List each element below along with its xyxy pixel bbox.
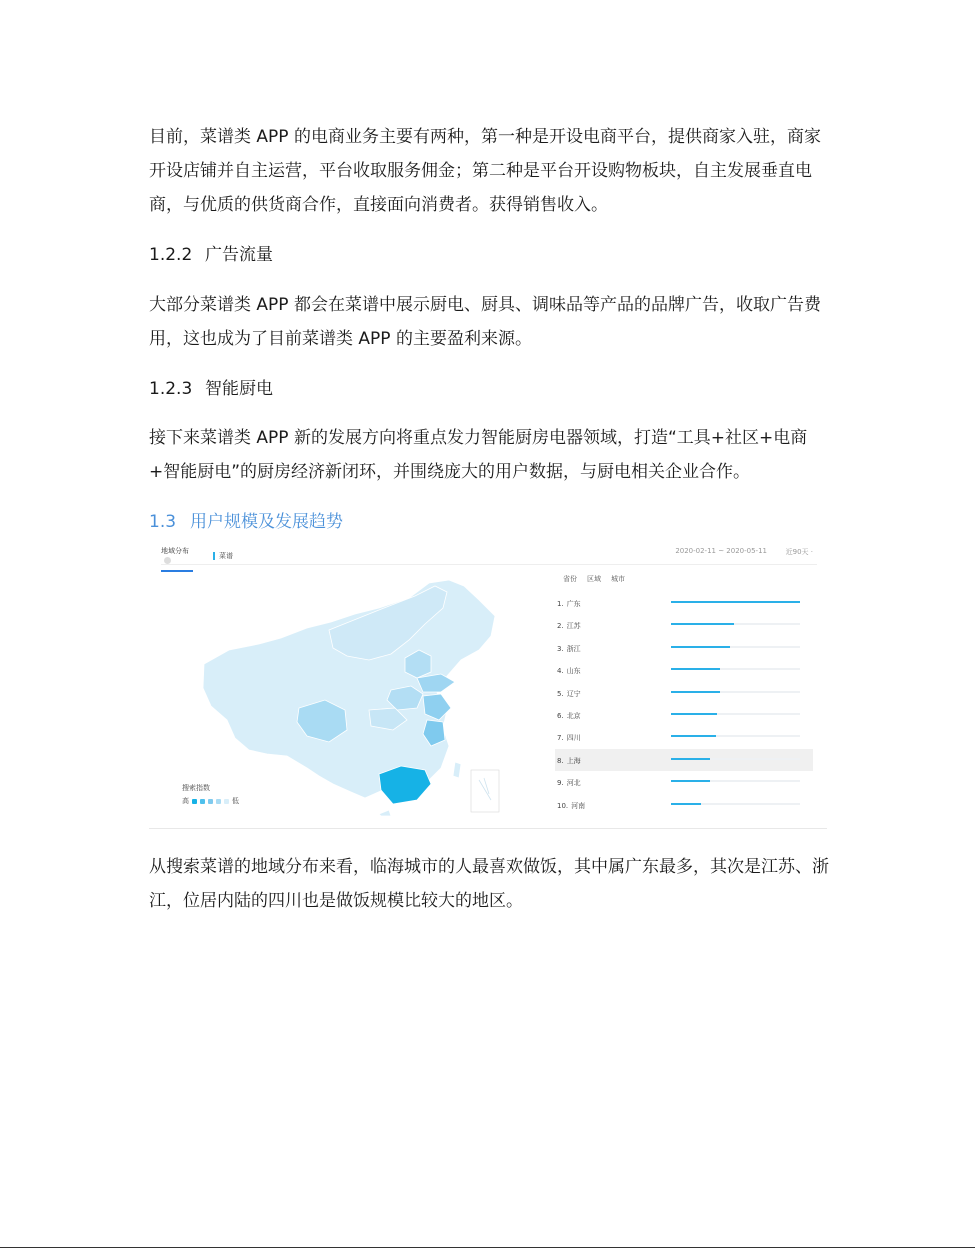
paragraph-advertising: 大部分菜谱类 APP 都会在菜谱中展示厨电、厨具、调味品等产品的品牌广告，收取广告费用，这也成为了目前菜谱类 APP 的主要盈利来源。	[149, 295, 821, 349]
rank-label	[557, 801, 585, 811]
rank-bar	[671, 691, 720, 693]
figure-divider	[161, 564, 817, 565]
figure-tabs	[161, 546, 233, 572]
rank-province: 山东	[566, 667, 581, 676]
rank-label	[557, 756, 581, 766]
help-icon[interactable]	[164, 557, 171, 564]
province-ranking	[555, 592, 813, 816]
legend-scale	[182, 796, 239, 806]
rank-bar-track	[671, 601, 800, 603]
rank-number: 8.	[557, 756, 564, 765]
rank-bar-track	[671, 668, 800, 670]
legend-swatch	[224, 799, 229, 804]
heading-number: 1.2.3	[149, 379, 193, 399]
rank-label	[557, 733, 581, 743]
rank-bar-track	[671, 735, 800, 737]
rank-bar	[671, 623, 734, 625]
paragraph-region-summary: 从搜索菜谱的地域分布来看，临海城市的人最喜欢做饭，其中属广东最多，其次是江苏、浙江，位居内陆的四川也是做饭规模比较大的地区。	[149, 857, 829, 911]
rank-row[interactable]	[555, 794, 813, 816]
rank-row[interactable]	[555, 704, 813, 726]
heading-number: 1.3	[149, 512, 177, 532]
level-tabs	[563, 574, 625, 584]
china-map	[179, 578, 509, 816]
series-swatch	[213, 552, 215, 560]
rank-label	[557, 666, 581, 676]
rank-province: 河北	[566, 779, 581, 788]
rank-number: 4.	[557, 667, 564, 676]
region-distribution-figure	[149, 540, 827, 829]
rank-row[interactable]	[555, 682, 813, 704]
tab-province[interactable]: 省份	[563, 575, 577, 583]
heading-number: 1.2.2	[149, 245, 193, 265]
legend-title: 搜索指数	[182, 784, 210, 792]
rank-label	[557, 599, 581, 609]
rank-bar-track	[671, 623, 800, 625]
rank-row[interactable]	[555, 659, 813, 681]
rank-bar	[671, 758, 710, 760]
rank-province: 上海	[566, 756, 581, 765]
heading-smart-kitchen	[149, 377, 273, 401]
heading-title: 用户规模及发展趋势	[190, 512, 343, 532]
rank-number: 10.	[557, 801, 569, 810]
rank-province: 四川	[566, 734, 581, 743]
legend-swatch	[216, 799, 221, 804]
date-range: 2020-02-11 ~ 2020-05-11	[675, 547, 767, 555]
legend-high-label: 高	[182, 797, 189, 805]
rank-bar-track	[671, 646, 800, 648]
rank-number: 9.	[557, 779, 564, 788]
legend-swatch	[192, 799, 197, 804]
rank-number: 1.	[557, 600, 564, 608]
map-shandong	[417, 674, 455, 692]
paragraph-smart-appliances: 接下来菜谱类 APP 新的发展方向将重点发力智能厨房电器领域，打造“工具+社区+电商+智能厨电”的厨房经济新闭环，并围绕庞大的用户数据，与厨电相关企业合作。	[149, 428, 808, 482]
section-heading-user-scale	[149, 510, 343, 534]
rank-province: 北京	[566, 711, 581, 720]
map-taiwan	[453, 762, 461, 778]
tab-label: 地域分布	[161, 547, 189, 555]
rank-province: 广东	[566, 600, 581, 608]
rank-bar	[671, 601, 800, 603]
rank-row[interactable]	[555, 771, 813, 793]
rank-bar	[671, 780, 710, 782]
rank-bar	[671, 646, 730, 648]
legend-low-label: 低	[232, 797, 239, 805]
map-hainan	[379, 810, 391, 816]
rank-bar-track	[671, 758, 800, 760]
rank-bar	[671, 735, 716, 737]
tab-city[interactable]: 城市	[611, 575, 625, 583]
rank-row[interactable]	[555, 726, 813, 748]
rank-label	[557, 621, 581, 631]
heading-title: 智能厨电	[205, 379, 273, 399]
rank-number: 3.	[557, 644, 564, 653]
rank-bar-track	[671, 691, 800, 693]
legend-swatch	[208, 799, 213, 804]
rank-row[interactable]	[555, 592, 813, 614]
period-select[interactable]: 近90天 ·	[785, 548, 813, 556]
series-label: 菜谱	[219, 552, 233, 560]
rank-label	[557, 644, 581, 654]
rank-bar	[671, 668, 720, 670]
page-bottom-rule	[0, 1247, 975, 1248]
tab-region-distribution[interactable]	[161, 546, 193, 572]
map-china-mainland	[203, 580, 495, 798]
heading-ad-traffic	[149, 243, 273, 267]
heading-title: 广告流量	[205, 245, 273, 265]
rank-bar-track	[671, 803, 800, 805]
rank-number: 2.	[557, 622, 564, 631]
rank-province: 河南	[571, 801, 586, 810]
rank-number: 6.	[557, 711, 564, 720]
rank-row[interactable]	[555, 614, 813, 636]
rank-bar-track	[671, 713, 800, 715]
south-china-sea-inset	[471, 770, 499, 812]
paragraph-ecommerce: 目前，菜谱类 APP 的电商业务主要有两种，第一种是开设电商平台，提供商家入驻，商家开设店铺并自主运营，平台收取服务佣金；第二种是平台开设购物板块，自主发展垂直电商，与优质的供货商合作，直接面向消费者。获得销售收入。	[149, 127, 821, 215]
rank-province: 江苏	[566, 622, 581, 631]
rank-label	[557, 778, 581, 788]
rank-province: 浙江	[566, 644, 581, 653]
rank-bar	[671, 713, 717, 715]
rank-province: 辽宁	[566, 689, 581, 698]
legend-swatch	[200, 799, 205, 804]
rank-label	[557, 689, 581, 699]
rank-number: 5.	[557, 689, 564, 698]
rank-bar	[671, 803, 701, 805]
rank-row[interactable]	[555, 637, 813, 659]
rank-label	[557, 711, 581, 721]
rank-number: 7.	[557, 734, 564, 743]
rank-bar-track	[671, 780, 800, 782]
map-legend	[182, 783, 239, 806]
map-guangdong	[379, 766, 431, 804]
rank-row[interactable]	[555, 749, 813, 771]
tab-area[interactable]: 区域	[587, 575, 601, 583]
